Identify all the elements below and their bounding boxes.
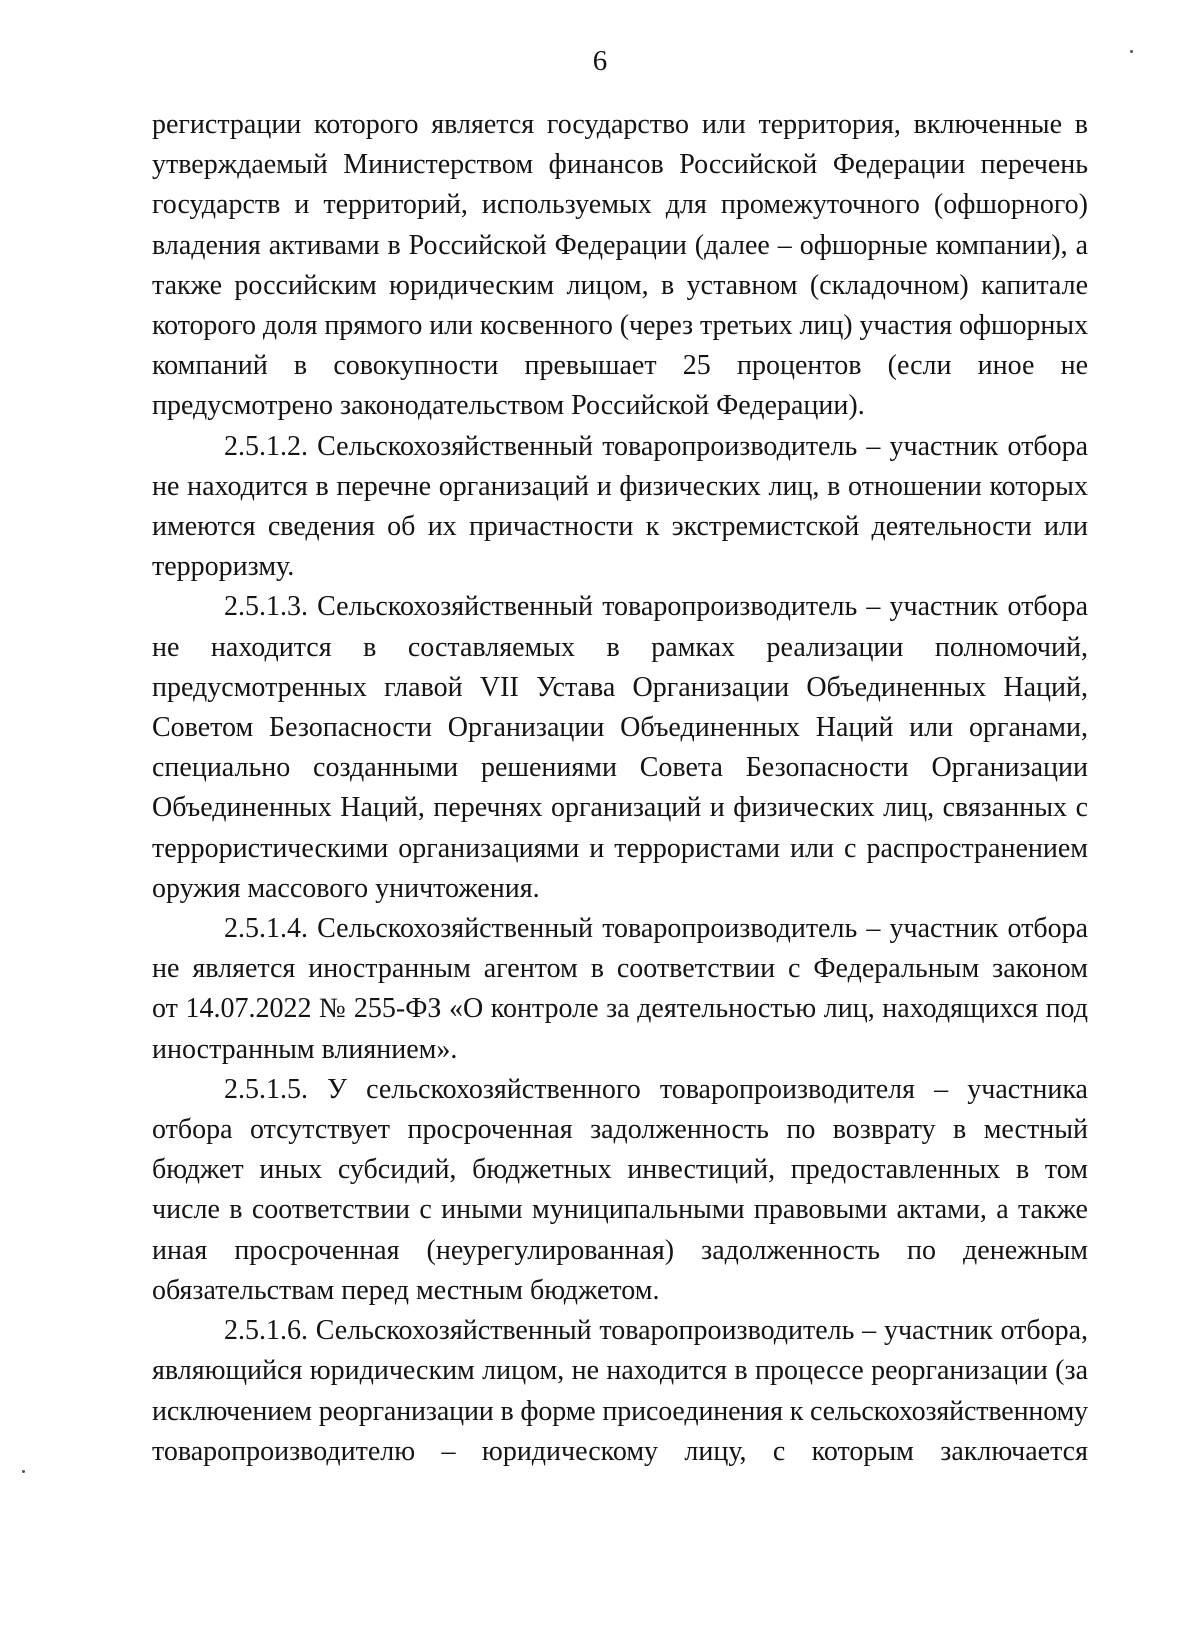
text-line: Советом Безопасности Организации Объединенных Наций или органами, — [152, 712, 1088, 744]
text-line: государств и территорий, используемых для промежуточного (офшорного) — [152, 189, 1088, 221]
text-line: иная просроченная (неурегулированная) задолженность по денежным — [152, 1234, 1088, 1266]
paragraph-2-5-1-2 — [152, 427, 1088, 588]
text-line: товаропроизводителю – юридическому лицу, с которым заключается — [152, 1435, 1088, 1467]
text-line: регистрации которого является государство или территория, включенные в — [152, 109, 1088, 140]
page-number: 6 — [592, 45, 608, 77]
text-line: 2.5.1.6. Сельскохозяйственный товаропроизводитель – участник отбора, — [224, 1315, 1088, 1347]
text-line: которого доля прямого или косвенного (через третьих лиц) участия офшорных — [152, 310, 1089, 342]
text-line: 2.5.1.3. Сельскохозяйственный товаропроизводитель – участник отбора — [224, 591, 1088, 623]
paragraph-2-5-1-3 — [152, 587, 1088, 909]
text-line: имеются сведения об их причастности к экстремистской деятельности или — [152, 511, 1088, 543]
text-line: от 14.07.2022 № 255-ФЗ «О контроле за деятельностью лиц, находящихся под — [152, 993, 1088, 1025]
text-line: компаний в совокупности превышает 25 процентов (если иное не — [152, 350, 1088, 382]
text-line: бюджет иных субсидий, бюджетных инвестиций, предоставленных в том — [152, 1154, 1088, 1186]
text-line: специально созданными решениями Совета Безопасности Организации — [152, 752, 1088, 784]
text-line: числе в соответствии с иными муниципальными правовыми актами, а также — [152, 1194, 1088, 1226]
scan-speck — [22, 1470, 25, 1473]
text-line: иностранным влиянием». — [152, 1033, 458, 1065]
text-line: оружия массового уничтожения. — [152, 872, 540, 904]
document-body — [152, 105, 1088, 1472]
text-line: обязательствам перед местным бюджетом. — [152, 1274, 660, 1306]
text-line: отбора отсутствует просроченная задолженность по возврату в местный — [152, 1114, 1088, 1146]
scan-speck — [1130, 50, 1133, 53]
text-line: террористическими организациями и террористами или с распространением — [152, 832, 1088, 864]
text-line: 2.5.1.2. Сельскохозяйственный товаропроизводитель – участник отбора — [224, 430, 1088, 462]
paragraph-offshore-continuation — [152, 105, 1088, 427]
paragraph-2-5-1-4 — [152, 909, 1088, 1070]
text-line: не находится в перечне организаций и физических лиц, в отношении которых — [152, 470, 1088, 502]
text-line: исключением реорганизации в форме присоединения к сельскохозяйственному — [152, 1395, 1089, 1427]
text-line: являющийся юридическим лицом, не находится в процессе реорганизации (за — [152, 1355, 1088, 1387]
text-line: утверждаемый Министерством финансов Российской Федерации перечень — [152, 149, 1088, 181]
text-line: терроризму. — [152, 551, 295, 583]
text-line: 2.5.1.4. Сельскохозяйственный товаропроизводитель – участник отбора — [224, 913, 1088, 945]
text-line: не находится в составляемых в рамках реализации полномочий, — [152, 631, 1088, 663]
text-line: также российским юридическим лицом, в уставном (складочном) капитале — [152, 269, 1088, 301]
text-line: 2.5.1.5. У сельскохозяйственного товаропроизводителя – участника — [224, 1073, 1088, 1105]
paragraph-2-5-1-5 — [152, 1070, 1088, 1311]
text-line: не является иностранным агентом в соответствии с Федеральным законом — [152, 953, 1088, 985]
text-line: предусмотрено законодательством Российской Федерации). — [152, 390, 865, 422]
paragraph-2-5-1-6 — [152, 1311, 1088, 1472]
text-line: Объединенных Наций, перечнях организаций и физических лиц, связанных с — [152, 792, 1088, 824]
text-line: предусмотренных главой VII Устава Организации Объединенных Наций, — [152, 671, 1088, 703]
text-line: владения активами в Российской Федерации (далее – офшорные компании), а — [152, 229, 1088, 261]
